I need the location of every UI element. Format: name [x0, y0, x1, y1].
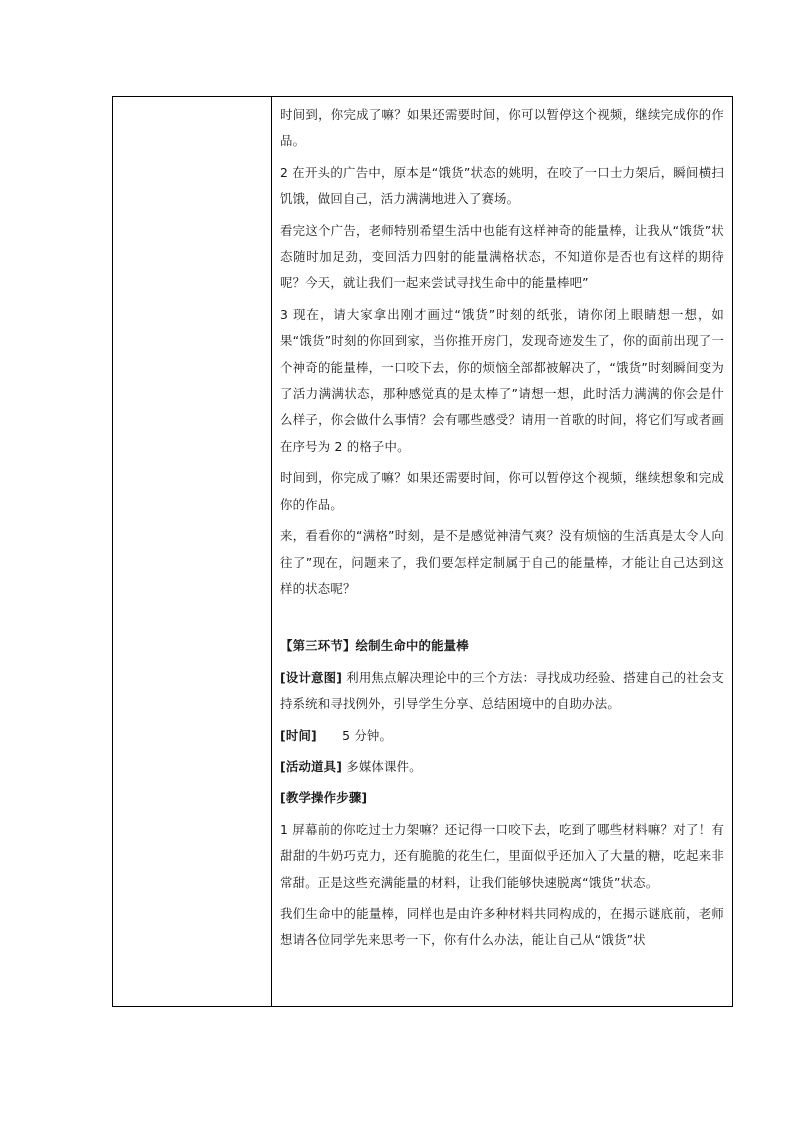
paragraph: 2 在开头的广告中，原本是“饿货”状态的姚明，在咬了一口士力架后，瞬间横扫饥饿，做回自己，活力满满地进入了赛场。	[280, 164, 724, 207]
steps-label: [教学操作步骤]	[280, 790, 368, 806]
props-text: 多媒体课件。	[342, 758, 422, 774]
content-cell	[272, 97, 732, 1006]
paragraph: 时间到，你完成了嘛？如果还需要时间，你可以暂停这个视频，继续想象和完成你的作品。	[280, 470, 724, 512]
paragraph: 1 屏幕前的你吃过士力架嘛？还记得一口咬下去，吃到了哪些材料嘛？对了！有甜甜的牛奶巧克力，还有脆脆的花生仁，里面似乎还加入了大量的糖，吃起来非常甜。正是这些充满能量的材料，让我们能够快速脱离“饿货”状态。	[280, 821, 724, 890]
design-intent-text: 利用焦点解决理论中的三个方法：寻找成功经验、搭建自己的社会支持系统和寻找例外，引导学生分享、总结困境中的自助办法。	[280, 669, 725, 712]
props-label: [活动道具]	[280, 758, 343, 774]
props-line	[280, 754, 724, 780]
design-intent	[280, 665, 724, 718]
time-label: [时间]	[280, 727, 317, 743]
paragraph: 3 现在，请大家拿出刚才画过“饿货”时刻的纸张，请你闭上眼睛想一想，如果“饿货”时刻的你回到家，当你推开房门，发现奇迹发生了，你的面前出现了一个神奇的能量棒，一口咬下去，你的烦恼全部都被解决了，“饿货”时刻瞬间变为了活力满满状态，那种感觉真的是太棒了”请想一想，此时活力满满的你会是什么样子，你会做什么事情？会有哪些感受？请用一首歌的时间，将它们写或者画在序号为 2 的格子中。	[280, 306, 724, 454]
paragraph: 看完这个广告，老师特别希望生活中也能有这样神奇的能量棒，让我从“饿货”状态随时加足劲，变回活力四射的能量满格状态，不知道你是否也有这样的期待呢？今天，就让我们一起来尝试寻找生命中的能量棒吧”	[280, 222, 724, 291]
paragraph: 时间到，你完成了嘛？如果还需要时间，你可以暂停这个视频，继续完成你的作品。	[280, 107, 724, 149]
design-intent-label: [设计意图]	[280, 669, 343, 685]
paragraph: 我们生命中的能量棒，同样也是由许多种材料共同构成的，在揭示谜底前，老师想请各位同学先来思考一下，你有什么办法，能让自己从“饿货”状	[280, 905, 724, 948]
blank-line	[280, 602, 724, 628]
left-column-cell	[113, 97, 272, 1006]
lesson-table	[112, 96, 733, 1007]
paragraph: 来，看看你的“满格”时刻，是不是感觉神清气爽？没有烦恼的生活真是太令人向往了”现在，问题来了，我们要怎样定制属于自己的能量棒，才能让自己达到这样的状态呢？	[280, 528, 724, 596]
time-line	[280, 723, 724, 749]
section-heading: 【第三环节】绘制生命中的能量棒	[280, 638, 469, 654]
time-text: 5 分钟。	[316, 727, 393, 743]
